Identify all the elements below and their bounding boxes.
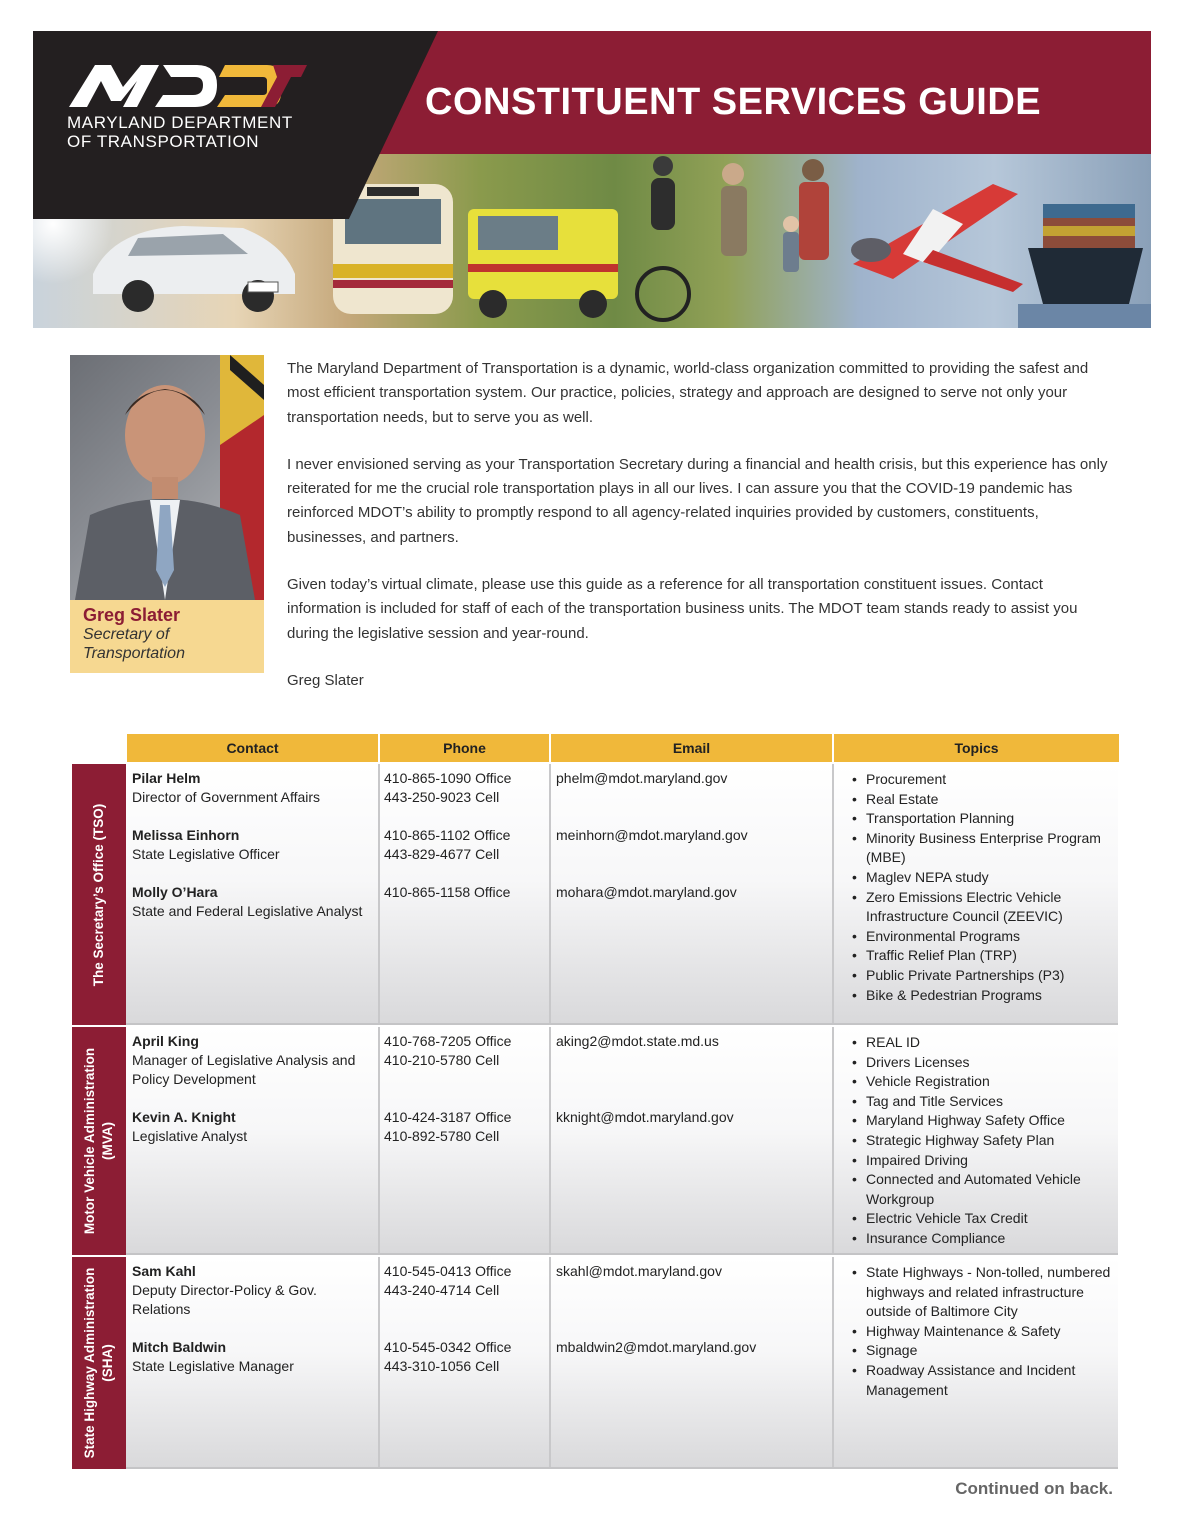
- phone-office: 410-865-1090 Office: [384, 770, 512, 786]
- org-name-line2: OF TRANSPORTATION: [67, 132, 260, 151]
- section-mva: [72, 1027, 1118, 1255]
- contact-title: Legislative Analyst: [132, 1128, 248, 1144]
- phone-cell: 443-829-4677 Cell: [384, 846, 500, 862]
- topic-item: • Procurement: [840, 770, 1110, 790]
- phone-office: 410-768-7205 Office: [384, 1033, 512, 1049]
- contact-title: Deputy Director-Policy & Gov. Relations: [132, 1282, 317, 1317]
- letter-signature: Greg Slater: [287, 671, 364, 689]
- contact-email-link[interactable]: phelm@mdot.maryland.gov: [556, 770, 728, 786]
- mdot-logo[interactable]: [67, 57, 337, 151]
- topic-item: • Traffic Relief Plan (TRP): [840, 946, 1110, 966]
- contact-email-link[interactable]: mbaldwin2@mdot.maryland.gov: [556, 1339, 757, 1355]
- family-walking-image: [721, 159, 829, 272]
- continued-note: Continued on back.: [955, 1479, 1113, 1498]
- contact-phone: [384, 826, 544, 864]
- topic-item: • Environmental Programs: [840, 927, 1110, 947]
- section-label-tso: [72, 764, 126, 1025]
- letter-paragraph: Given today’s virtual climate, please use this guide as a reference for all transportation constituent issues. Contact information is included for staff of each of the transportation business units. The MDOT team stands ready to assist you during the legislative session and year-round.: [287, 576, 1078, 642]
- contact-entry: [132, 1262, 372, 1319]
- topic-item: • Roadway Assistance and Incident Management: [840, 1361, 1115, 1400]
- contact-title: Manager of Legislative Analysis and Policy Development: [132, 1052, 356, 1087]
- section-body: [126, 764, 1118, 1025]
- contact-email-link[interactable]: meinhorn@mdot.maryland.gov: [556, 827, 748, 843]
- topic-item: • Connected and Automated Vehicle Workgroup: [840, 1170, 1110, 1209]
- section-label-sha: [72, 1257, 126, 1469]
- org-name: [67, 113, 337, 151]
- phone-office: 410-865-1102 Office: [384, 827, 511, 843]
- secretary-role-line1: Secretary of: [83, 626, 170, 643]
- contact-name: Molly O’Hara: [132, 884, 218, 900]
- topic-item: • Maglev NEPA study: [840, 868, 1110, 888]
- topic-item: • Insurance Compliance: [840, 1229, 1110, 1249]
- contact-title: Director of Government Affairs: [132, 789, 321, 805]
- secretary-letter: [287, 357, 1117, 693]
- phone-cell: 443-310-1056 Cell: [384, 1358, 500, 1374]
- topics-list: [840, 1033, 1110, 1249]
- contact-name: Mitch Baldwin: [132, 1339, 227, 1355]
- phone-office: 410-424-3187 Office: [384, 1109, 512, 1125]
- section-sha: [72, 1257, 1118, 1469]
- contact-name: April King: [132, 1033, 199, 1049]
- column-header-contact: Contact: [127, 734, 378, 762]
- column-divider: [549, 764, 551, 1023]
- contact-email-link[interactable]: skahl@mdot.maryland.gov: [556, 1263, 722, 1279]
- contact-entry: [132, 769, 372, 807]
- contact-title: State and Federal Legislative Analyst: [132, 903, 363, 919]
- mdot-logo-mark-icon: [67, 57, 307, 113]
- column-divider: [378, 764, 380, 1023]
- topic-item: • Signage: [840, 1341, 1115, 1361]
- emergency-truck-image: [468, 209, 618, 318]
- topic-item: • Public Private Partnerships (P3): [840, 966, 1110, 986]
- topic-item: • Zero Emissions Electric Vehicle Infrastructure Council (ZEEVIC): [840, 888, 1110, 927]
- secretary-name: Greg Slater: [83, 605, 181, 625]
- header-banner: [33, 31, 1151, 328]
- column-divider: [832, 1257, 834, 1467]
- contact-title: State Legislative Manager: [132, 1358, 294, 1374]
- section-tso: [72, 764, 1118, 1025]
- section-body: [126, 1027, 1118, 1255]
- column-header-topics: Topics: [834, 734, 1119, 762]
- column-divider: [378, 1027, 380, 1253]
- secretary-portrait: [70, 355, 264, 600]
- phone-cell: 410-892-5780 Cell: [384, 1128, 500, 1144]
- contact-entry: [132, 1108, 372, 1146]
- contact-phone: [384, 883, 544, 902]
- phone-cell: 443-240-4714 Cell: [384, 1282, 500, 1298]
- contact-name: Kevin A. Knight: [132, 1109, 236, 1125]
- contact-phone: [384, 1108, 544, 1146]
- column-divider: [832, 1027, 834, 1253]
- contact-email-link[interactable]: aking2@mdot.state.md.us: [556, 1033, 719, 1049]
- column-header-email: Email: [551, 734, 832, 762]
- topic-item: • Electric Vehicle Tax Credit: [840, 1209, 1110, 1229]
- mdot-wordmark: [67, 57, 337, 113]
- topics-list: [840, 770, 1110, 1005]
- contact-phone: [384, 1032, 544, 1070]
- contact-phone: [384, 1338, 544, 1376]
- topics-list: [840, 1263, 1115, 1400]
- section-label-line1: The Secretary’s Office (TSO): [91, 803, 106, 986]
- topic-item: • Tag and Title Services: [840, 1092, 1110, 1112]
- topic-item: • Maryland Highway Safety Office: [840, 1111, 1110, 1131]
- cyclist-image: [637, 156, 689, 320]
- column-divider: [549, 1257, 551, 1467]
- phone-office: 410-545-0413 Office: [384, 1263, 512, 1279]
- topic-item: • Real Estate: [840, 790, 1110, 810]
- phone-office: 410-865-1158 Office: [384, 884, 511, 900]
- section-label-text: [90, 803, 108, 986]
- org-name-line1: MARYLAND DEPARTMENT: [67, 113, 293, 132]
- section-body: [126, 1257, 1118, 1469]
- topic-item: • Minority Business Enterprise Program (MBE): [840, 829, 1110, 868]
- contact-phone: [384, 1262, 544, 1300]
- contact-entry: [132, 1338, 372, 1376]
- column-divider: [549, 1027, 551, 1253]
- topic-item: • Vehicle Registration: [840, 1072, 1110, 1092]
- letter-paragraph: The Maryland Department of Transportation is a dynamic, world-class organization committed to providing the safest and most efficient transportation system. Our practice, policies, strategy and approach are designed to serve not only your transportation needs, but to serve you as well.: [287, 360, 1089, 426]
- phone-cell: 410-210-5780 Cell: [384, 1052, 500, 1068]
- topic-item: • Impaired Driving: [840, 1151, 1110, 1171]
- page-title: CONSTITUENT SERVICES GUIDE: [425, 81, 1042, 123]
- topic-item: • Highway Maintenance & Safety: [840, 1322, 1115, 1342]
- contact-title: State Legislative Officer: [132, 846, 280, 862]
- topic-item: • State Highways - Non-tolled, numbered highways and related infrastructure outside of Baltimore City: [840, 1263, 1115, 1322]
- section-label-text: [81, 1048, 117, 1234]
- secretary-caption: [70, 600, 264, 673]
- topic-item: • REAL ID: [840, 1033, 1110, 1053]
- phone-cell: 443-250-9023 Cell: [384, 789, 500, 805]
- cargo-ship-image: [1018, 204, 1151, 328]
- contact-email-link[interactable]: mohara@mdot.maryland.gov: [556, 884, 737, 900]
- portrait-illustration: [70, 355, 264, 600]
- contact-email-link[interactable]: kknight@mdot.maryland.gov: [556, 1109, 734, 1125]
- contact-name: Pilar Helm: [132, 770, 201, 786]
- section-label-line2: (MVA): [100, 1122, 115, 1160]
- airplane-image: [851, 184, 1023, 292]
- letter-paragraph: I never envisioned serving as your Transportation Secretary during a financial and health crisis, but this experience has only reiterated for me the crucial role transportation plays in all our lives. I can assure you that the COVID-19 pandemic has reinforced MDOT’s ability to promptly respond to all agency-related inquiries provided by customers, constituents, businesses, and partners.: [287, 455, 1108, 546]
- contact-phone: [384, 769, 544, 807]
- column-divider: [832, 764, 834, 1023]
- topic-item: • Bike & Pedestrian Programs: [840, 986, 1110, 1006]
- column-divider: [378, 1257, 380, 1467]
- topic-item: • Transportation Planning: [840, 809, 1110, 829]
- section-label-mva: [72, 1027, 126, 1255]
- car-image: [93, 226, 295, 312]
- column-header-phone: Phone: [380, 734, 549, 762]
- contact-name: Sam Kahl: [132, 1263, 196, 1279]
- section-label-line1: State Highway Administration: [82, 1267, 97, 1459]
- section-label-text: [81, 1268, 117, 1459]
- section-label-line2: (SHA): [100, 1344, 115, 1382]
- contact-entry: [132, 826, 372, 864]
- phone-office: 410-545-0342 Office: [384, 1339, 512, 1355]
- topic-item: • Drivers Licenses: [840, 1053, 1110, 1073]
- contact-entry: [132, 883, 372, 921]
- contact-entry: [132, 1032, 372, 1089]
- contact-name: Melissa Einhorn: [132, 827, 240, 843]
- topic-item: • Strategic Highway Safety Plan: [840, 1131, 1110, 1151]
- secretary-role-line2: Transportation: [83, 645, 185, 662]
- section-label-line1: Motor Vehicle Administration: [82, 1047, 97, 1235]
